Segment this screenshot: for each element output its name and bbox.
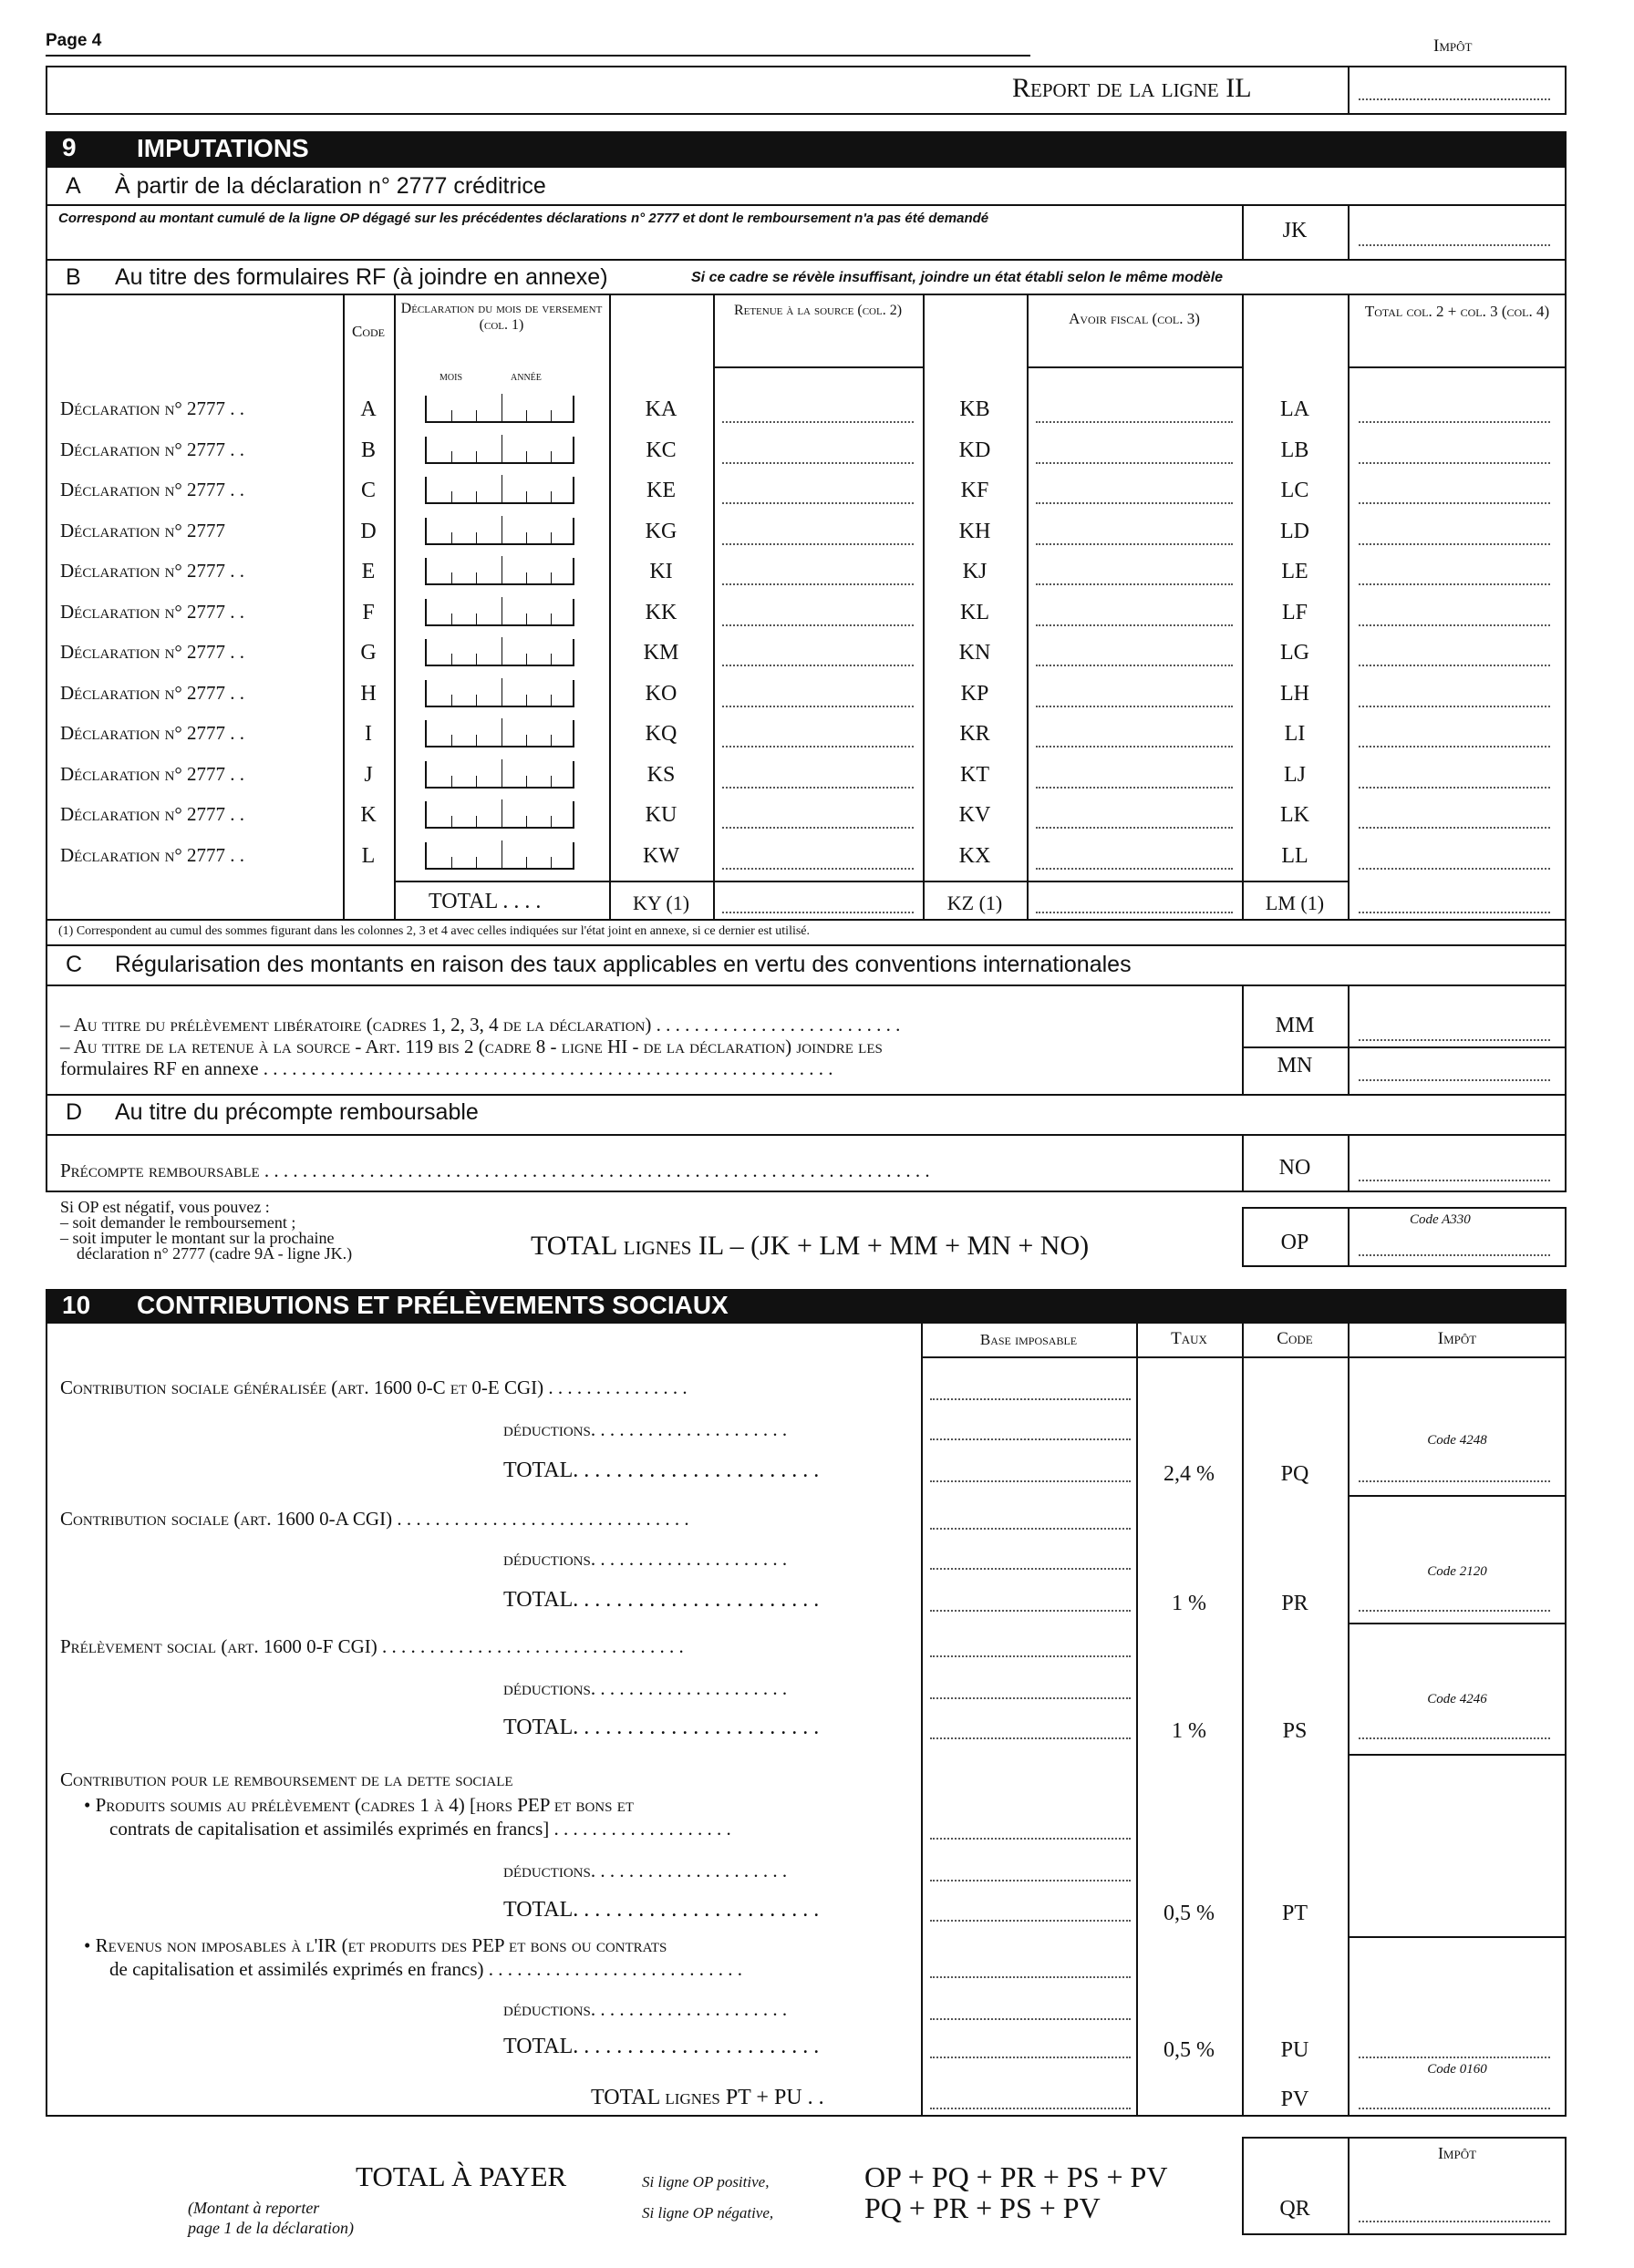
page-number: Page 4 (46, 31, 102, 50)
mn-input[interactable] (1359, 1079, 1550, 1081)
crds-p2-total: TOTAL. . . . . . . . . . . . . . . . . . . . . . . (503, 2035, 820, 2058)
row-retenue-input[interactable] (722, 827, 914, 829)
row-code-c3: KT (960, 763, 989, 787)
row-total-input[interactable] (1359, 868, 1550, 870)
cs-base-input[interactable] (930, 1528, 1131, 1530)
c-line2: – Au titre de la retenue à la source - Art. 119 bis 2 (cadre 8 - ligne HI - de la déclaration) joindre les (60, 1036, 883, 1057)
cs-ded-input[interactable] (930, 1568, 1131, 1570)
mm-input[interactable] (1359, 1039, 1550, 1041)
row-code-c3: KB (959, 397, 990, 421)
row-code-c3: KD (958, 438, 991, 462)
pu-taux: 0,5 % (1163, 2038, 1215, 2062)
ps-label: Prélèvement social (art. 1600 0-F CGI) . . . . . . . . . . . . . . . . . . . . . . . . . . . . . . . . (60, 1635, 684, 1657)
csg-label: Contribution sociale généralisée (art. 1600 0-C et 0-E CGI) . . . . . . . . . . . . . . . (60, 1376, 688, 1398)
crds-sum-label: TOTAL lignes PT + PU . . (591, 2086, 824, 2109)
row-avoir-input[interactable] (1036, 827, 1233, 829)
lm-input[interactable] (1359, 912, 1550, 913)
op-input[interactable] (1359, 1254, 1550, 1256)
qr-impot-header: Impôt (1437, 2144, 1477, 2162)
sub-a-letter: A (66, 173, 81, 199)
cs-taux: 1 % (1172, 1592, 1206, 1615)
row-retenue-input[interactable] (722, 462, 914, 464)
row-date-input[interactable] (425, 477, 574, 504)
section-9-header: 9 IMPUTATIONS (46, 131, 1567, 166)
code-op: OP (1280, 1231, 1309, 1254)
ps-impot-code: Code 4246 (1427, 1692, 1487, 1706)
row-label: Déclaration n° 2777 (60, 520, 226, 541)
row-code: G (360, 641, 377, 665)
row-label: Déclaration n° 2777 . . (60, 763, 245, 785)
formula-negative: PQ + PR + PS + PV (864, 2191, 1101, 2224)
row-code: K (360, 803, 377, 827)
sub-b-letter: B (66, 264, 81, 290)
row-label: Déclaration n° 2777 . . (60, 803, 245, 825)
row-code-c3: KH (958, 520, 991, 543)
row-date-input[interactable] (425, 680, 574, 707)
pt-ded-input[interactable] (930, 1880, 1131, 1881)
row-avoir-input[interactable] (1036, 502, 1233, 504)
crds-p1-total: TOTAL. . . . . . . . . . . . . . . . . . . . . . . (503, 1898, 820, 1922)
row-code-c4: LF (1281, 601, 1308, 624)
row-label: Déclaration n° 2777 . . (60, 479, 245, 500)
row-total-input[interactable] (1359, 583, 1550, 585)
csg-deductions: déductions. . . . . . . . . . . . . . . . . . . . . (503, 1418, 788, 1440)
row-code: D (360, 520, 377, 543)
row-code: F (362, 601, 375, 624)
code-pr: PR (1281, 1592, 1308, 1615)
csg-base-input[interactable] (930, 1398, 1131, 1400)
row-code-c2: KO (645, 682, 677, 706)
row-retenue-input[interactable] (722, 787, 914, 789)
section-10-header: 10 CONTRIBUTIONS ET PRÉLÈVEMENTS SOCIAUX (46, 1289, 1567, 1322)
row-code-c2: KA (645, 397, 677, 421)
row-code-c4: LK (1280, 803, 1309, 827)
pr-input[interactable] (1359, 1610, 1550, 1612)
row-date-input[interactable] (425, 558, 574, 585)
ps-deductions: déductions. . . . . . . . . . . . . . . . . . . . . (503, 1677, 788, 1699)
row-avoir-input[interactable] (1036, 787, 1233, 789)
op-impot-code: Code A330 (1410, 1212, 1471, 1227)
d-line: Précompte remboursable . . . . . . . . . . . . . . . . . . . . . . . . . . . . . . . . . . . . . . . . . . . . . . . . . . . . . . . . . . . . . . . . . . . . . . (60, 1160, 930, 1181)
code-pu: PU (1280, 2038, 1309, 2062)
code-kz: KZ (1) (946, 892, 1003, 914)
csg-ded-input[interactable] (930, 1438, 1131, 1440)
pu-base-input[interactable] (930, 1976, 1131, 1978)
row-date-input[interactable] (425, 599, 574, 626)
row-label: Déclaration n° 2777 . . (60, 560, 245, 582)
row-code-c2: KI (649, 560, 673, 583)
cond-negative: Si ligne OP négative, (642, 2204, 774, 2222)
col-code: Code (1277, 1329, 1313, 1348)
csg-taux: 2,4 % (1163, 1462, 1215, 1486)
col-code-header: Code (351, 323, 385, 340)
report-label: Report de la ligne IL (1012, 73, 1252, 103)
row-avoir-input[interactable] (1036, 868, 1233, 870)
code-lm: LM (1) (1265, 892, 1325, 914)
ky-input[interactable] (722, 912, 914, 913)
sub-c-letter: C (66, 952, 83, 977)
code-jk: JK (1282, 219, 1308, 242)
code-no: NO (1278, 1156, 1311, 1180)
sub-d-letter: D (66, 1099, 83, 1125)
row-total-input[interactable] (1359, 624, 1550, 626)
sub-a-note: Correspond au montant cumulé de la ligne OP dégagé sur les précédentes déclarations n° 2777 et dont le remboursement n'a pas été demandé (58, 211, 989, 226)
sub-d-title: Au titre du précompte remboursable (115, 1099, 479, 1125)
row-avoir-input[interactable] (1036, 543, 1233, 545)
row-code-c2: KG (645, 520, 677, 543)
code-pq: PQ (1280, 1462, 1309, 1486)
row-total-input[interactable] (1359, 462, 1550, 464)
total-payer-sub1: (Montant à reporter (188, 2199, 320, 2217)
row-total-input[interactable] (1359, 502, 1550, 504)
row-total-input[interactable] (1359, 706, 1550, 707)
crds-p2-line1: • Revenus non imposables à l'IR (et produits des PEP et bons ou contrats (84, 1934, 667, 1956)
crds-impot-code: Code 0160 (1427, 2062, 1487, 2077)
row-total-input[interactable] (1359, 827, 1550, 829)
row-code-c4: LB (1280, 438, 1309, 462)
row-date-input[interactable] (425, 396, 574, 423)
code-mn: MN (1277, 1054, 1313, 1077)
row-code-c2: KC (646, 438, 677, 462)
row-date-input[interactable] (425, 842, 574, 870)
footnote: (1) Correspondent au cumul des sommes figurant dans les colonnes 2, 3 et 4 avec celles indiquées sur l'état joint en annexe, si ce dernier est utilisé. (58, 924, 811, 938)
row-date-input[interactable] (425, 518, 574, 545)
row-code-c4: LH (1280, 682, 1309, 706)
row-code: H (360, 682, 377, 706)
total-payer-sub2: page 1 de la déclaration) (188, 2219, 354, 2237)
code-ky: KY (1) (632, 892, 690, 914)
c-line1: – Au titre du prélèvement libératoire (cadres 1, 2, 3, 4 de la déclaration) . . . . . . . . . . . . . . . . . . . . . . . . . . (60, 1014, 901, 1036)
row-avoir-input[interactable] (1036, 421, 1233, 423)
total-label: TOTAL . . . . (429, 890, 542, 913)
row-code-c3: KX (958, 844, 991, 868)
col-decl-header: Déclaration du mois de versement (col. 1) (400, 301, 603, 333)
row-total-input[interactable] (1359, 746, 1550, 747)
col-base: Base imposable (979, 1331, 1078, 1348)
cs-impot-code: Code 2120 (1427, 1564, 1487, 1579)
jk-input[interactable] (1359, 244, 1550, 246)
row-date-input[interactable] (425, 720, 574, 747)
crds-label: Contribution pour le remboursement de la dette sociale (60, 1768, 513, 1790)
crds-p2-line2: de capitalisation et assimilés exprimés en francs) . . . . . . . . . . . . . . . . . . . . . . . . . . . (109, 1958, 743, 1980)
row-code-c3: KV (958, 803, 991, 827)
row-code-c4: LC (1280, 479, 1309, 502)
col-annee: année (511, 370, 542, 384)
row-code-c3: KF (960, 479, 989, 502)
row-label: Déclaration n° 2777 . . (60, 722, 245, 744)
crds-p1-line1: • Produits soumis au prélèvement (cadres 1 à 4) [hors PEP et bons et (84, 1794, 635, 1816)
sub-b-title: Au titre des formulaires RF (à joindre en annexe) (115, 264, 608, 290)
row-retenue-input[interactable] (722, 543, 914, 545)
row-total-input[interactable] (1359, 543, 1550, 545)
col-avoir-header: Avoir fiscal (col. 3) (1069, 310, 1200, 327)
pu-input[interactable] (1359, 2057, 1550, 2058)
ps-ded-input[interactable] (930, 1697, 1131, 1699)
csg-total: TOTAL. . . . . . . . . . . . . . . . . . . . . . . (503, 1459, 820, 1482)
row-code-c4: LA (1280, 397, 1309, 421)
pv-base-input[interactable] (930, 2108, 1131, 2109)
col-total-header: Total col. 2 + col. 3 (col. 4) (1364, 303, 1550, 320)
kz-input[interactable] (1036, 912, 1233, 913)
row-code-c4: LD (1280, 520, 1309, 543)
code-qr: QR (1279, 2197, 1310, 2221)
cond-positive: Si ligne OP positive, (642, 2173, 770, 2191)
row-label: Déclaration n° 2777 . . (60, 641, 245, 663)
report-input[interactable] (1359, 98, 1550, 100)
row-retenue-input[interactable] (722, 502, 914, 504)
row-code-c2: KS (646, 763, 676, 787)
c-line3: formulaires RF en annexe . . . . . . . . . . . . . . . . . . . . . . . . . . . . . . . . . . . . . . . . . . . . . . . . . . . . . . . . . . . . (60, 1057, 833, 1079)
op-notes: Si OP est négatif, vous pouvez : – soit demander le remboursement ; – soit imputer le montant sur la prochaine déclaration n° 2777 (cadre 9A - ligne JK.) (60, 1198, 353, 1263)
crds-p2-deductions: déductions. . . . . . . . . . . . . . . . . . . . . (503, 1998, 788, 2020)
row-code-c4: LJ (1284, 763, 1306, 787)
row-total-input[interactable] (1359, 787, 1550, 789)
row-avoir-input[interactable] (1036, 583, 1233, 585)
row-retenue-input[interactable] (722, 746, 914, 747)
pu-total-input[interactable] (930, 2057, 1131, 2058)
row-retenue-input[interactable] (722, 583, 914, 585)
csg-total-input[interactable] (930, 1480, 1131, 1482)
sub-b-note: Si ce cadre se révèle insuffisant, joindre un état établi selon le même modèle (691, 270, 1224, 285)
ps-base-input[interactable] (930, 1655, 1131, 1657)
row-date-input[interactable] (425, 639, 574, 666)
crds-p1-line2: contrats de capitalisation et assimilés exprimés en francs] . . . . . . . . . . . . . . . . . . . (109, 1818, 731, 1840)
pu-ded-input[interactable] (930, 2018, 1131, 2020)
crds-p1-deductions: déductions. . . . . . . . . . . . . . . . . . . . . (503, 1860, 788, 1881)
row-code-c3: KR (959, 722, 990, 746)
row-code: L (361, 844, 376, 868)
row-code: J (364, 763, 373, 787)
row-code-c2: KQ (645, 722, 677, 746)
row-retenue-input[interactable] (722, 624, 914, 626)
cs-deductions: déductions. . . . . . . . . . . . . . . . . . . . . (503, 1548, 788, 1570)
row-code: C (360, 479, 376, 502)
no-input[interactable] (1359, 1180, 1550, 1181)
report-row (46, 66, 1567, 115)
col-impot: Impôt (1437, 1329, 1477, 1348)
csg-impot-code: Code 4248 (1427, 1433, 1487, 1448)
row-avoir-input[interactable] (1036, 706, 1233, 707)
row-code-c2: KM (643, 641, 679, 665)
row-code-c3: KL (960, 601, 989, 624)
sub-c-title: Régularisation des montants en raison des taux applicables en vertu des conventions internationales (115, 952, 1132, 977)
code-pt: PT (1281, 1902, 1308, 1925)
ps-total-input[interactable] (930, 1737, 1131, 1739)
row-code-c4: LI (1284, 722, 1306, 746)
pt-base-input[interactable] (930, 1838, 1131, 1840)
cs-total-input[interactable] (930, 1610, 1131, 1612)
row-code-c2: KW (643, 844, 679, 868)
row-avoir-input[interactable] (1036, 746, 1233, 747)
row-retenue-input[interactable] (722, 706, 914, 707)
row-code: E (361, 560, 376, 583)
row-retenue-input[interactable] (722, 868, 914, 870)
row-code-c2: KK (645, 601, 677, 624)
row-date-input[interactable] (425, 801, 574, 829)
ps-taux: 1 % (1172, 1719, 1206, 1743)
sub-a-title: À partir de la déclaration n° 2777 créditrice (115, 173, 546, 199)
cs-label: Contribution sociale (art. 1600 0-A CGI) . . . . . . . . . . . . . . . . . . . . . . . . . . . . . . . (60, 1508, 689, 1530)
row-code-c3: KJ (962, 560, 988, 583)
pq-input[interactable] (1359, 1480, 1550, 1482)
row-code-c2: KE (646, 479, 676, 502)
row-total-input[interactable] (1359, 665, 1550, 666)
row-code: B (360, 438, 376, 462)
row-label: Déclaration n° 2777 . . (60, 601, 245, 623)
row-code-c2: KU (645, 803, 677, 827)
row-avoir-input[interactable] (1036, 462, 1233, 464)
row-code: A (360, 397, 377, 421)
code-ps: PS (1282, 1719, 1308, 1743)
qr-input[interactable] (1359, 2221, 1550, 2222)
row-label: Déclaration n° 2777 . . (60, 397, 245, 419)
row-code-c4: LL (1281, 844, 1308, 868)
row-code-c4: LE (1281, 560, 1308, 583)
row-date-input[interactable] (425, 437, 574, 464)
row-label: Déclaration n° 2777 . . (60, 438, 245, 460)
impot-header: Impôt (1433, 36, 1473, 56)
row-label: Déclaration n° 2777 . . (60, 844, 245, 866)
pt-taux: 0,5 % (1163, 1902, 1215, 1925)
row-avoir-input[interactable] (1036, 665, 1233, 666)
row-label: Déclaration n° 2777 . . (60, 682, 245, 704)
row-avoir-input[interactable] (1036, 624, 1233, 626)
row-retenue-input[interactable] (722, 421, 914, 423)
row-code-c4: LG (1280, 641, 1309, 665)
col-taux: Taux (1171, 1329, 1207, 1348)
total-payer-label: TOTAL À PAYER (356, 2160, 567, 2192)
pv-input[interactable] (1359, 2108, 1550, 2109)
row-total-input[interactable] (1359, 421, 1550, 423)
ps-total: TOTAL. . . . . . . . . . . . . . . . . . . . . . . (503, 1716, 820, 1739)
ps-input[interactable] (1359, 1737, 1550, 1739)
code-mm: MM (1275, 1014, 1315, 1037)
col-mois: mois (440, 370, 463, 384)
row-retenue-input[interactable] (722, 665, 914, 666)
formula-positive: OP + PQ + PR + PS + PV (864, 2160, 1168, 2193)
op-formula: TOTAL lignes IL – (JK + LM + MM + MN + NO) (531, 1231, 1090, 1261)
pt-total-input[interactable] (930, 1920, 1131, 1922)
col-retenue-header: Retenue à la source (col. 2) (733, 303, 903, 318)
code-pv: PV (1280, 2088, 1309, 2111)
row-date-input[interactable] (425, 761, 574, 789)
cs-total: TOTAL. . . . . . . . . . . . . . . . . . . . . . . (503, 1588, 820, 1612)
row-code-c3: KN (958, 641, 991, 665)
row-code-c3: KP (960, 682, 989, 706)
row-code: I (365, 722, 372, 746)
